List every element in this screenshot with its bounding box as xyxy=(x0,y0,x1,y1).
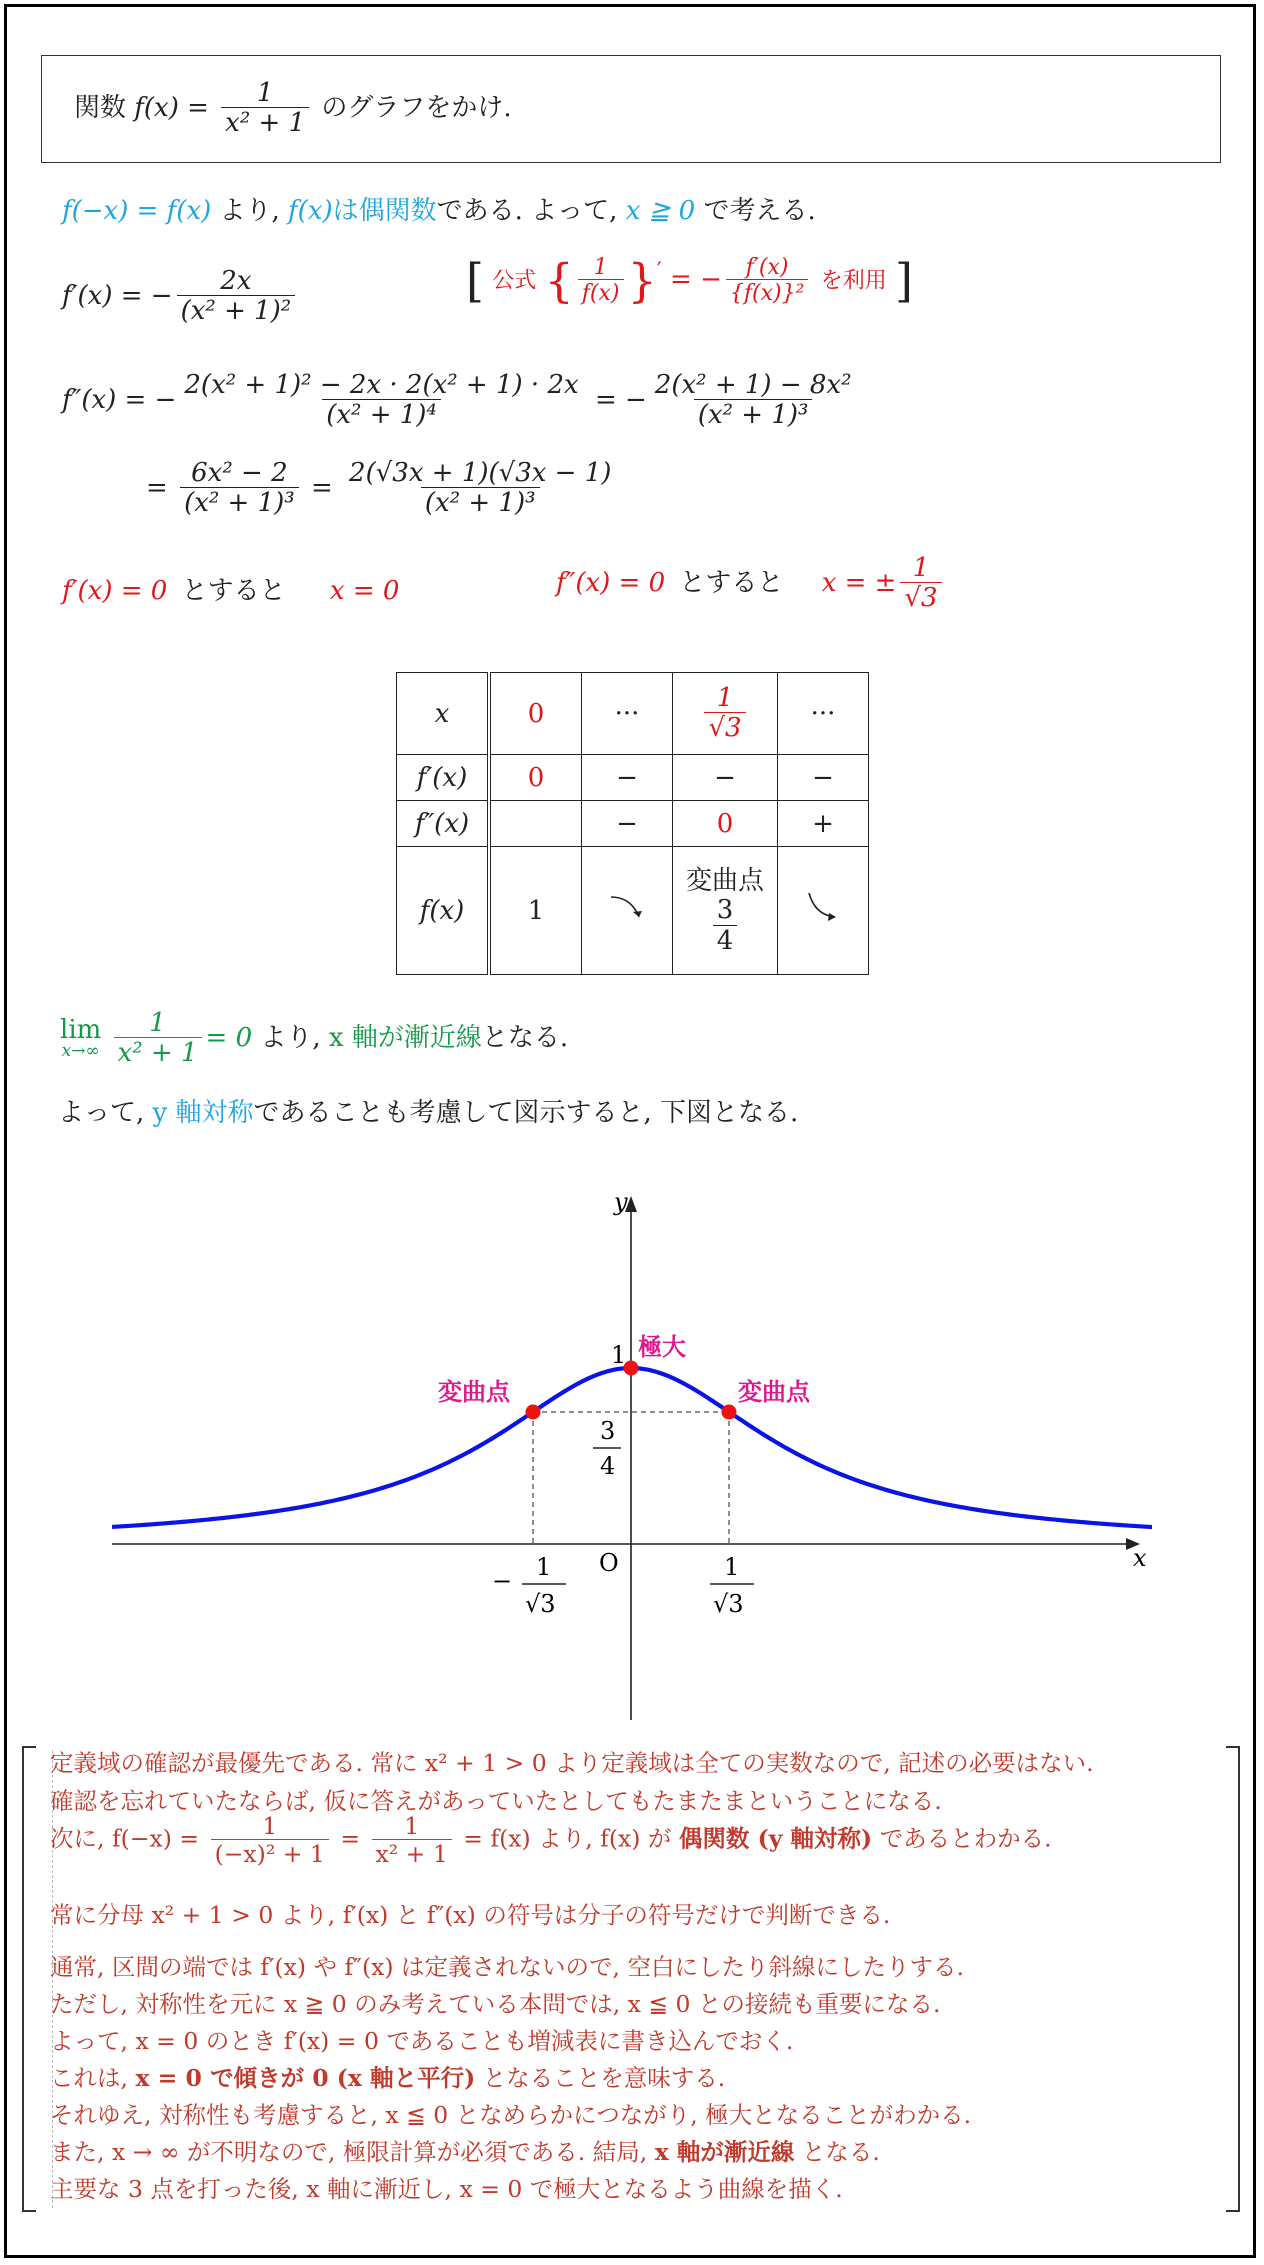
table-row-fprime-label: f′(x) xyxy=(397,755,490,801)
table-fsecond-0 xyxy=(489,801,582,847)
note-l8-a: これは, xyxy=(50,2064,128,2092)
table-row-f-label: f(x) xyxy=(397,847,490,975)
note-l8-b: となることを意味する. xyxy=(482,2064,726,2092)
note-l10-b: となる. xyxy=(801,2138,880,2166)
inflection-point-left xyxy=(526,1405,541,1420)
note-l3-n2: 1 xyxy=(404,1812,420,1840)
deriv2-d1: (x² + 1)⁴ xyxy=(322,399,441,429)
formula-rfraction xyxy=(726,256,809,305)
formula-tail: を利用 xyxy=(820,268,887,294)
table-frac-den: √3 xyxy=(704,712,745,742)
deriv1-den: (x² + 1)² xyxy=(177,295,296,325)
table-head-inflection-x xyxy=(673,673,778,755)
second-derivative-1 xyxy=(62,372,860,430)
table-fprime-3: − xyxy=(778,755,869,801)
limit-text-1: より, xyxy=(260,1022,321,1053)
problem-statement xyxy=(74,80,512,138)
note-line-7: よって, x = 0 のとき f′(x) = 0 であることも増減表に書き込んでおく. xyxy=(50,2027,794,2055)
fsecond-zero-result: x = ± xyxy=(821,567,897,598)
note-line-5: 通常, 区間の端では f′(x) や f″(x) は定義されないので, 空白にしたり斜線にしたりする. xyxy=(50,1953,964,1981)
function-graph xyxy=(0,1180,1264,1740)
second-derivative-2 xyxy=(146,460,619,518)
decreasing-convex-arrow-icon xyxy=(803,887,843,927)
deriv2-eq3: = xyxy=(146,472,168,503)
brace-open: { xyxy=(544,253,574,308)
table-inflect-num: 3 xyxy=(716,895,734,926)
table-row-fsecond-label: f″(x) xyxy=(397,801,490,847)
origin-label: O xyxy=(599,1549,619,1577)
note-line-3 xyxy=(50,1814,1052,1866)
inflection-point-right xyxy=(722,1405,737,1420)
table-inflect-den: 4 xyxy=(713,925,738,955)
table-fprime-2: − xyxy=(673,755,778,801)
deriv2-eq2: = − xyxy=(594,384,647,415)
table-fsecond-2: 0 xyxy=(673,801,778,847)
bracket-open: [ xyxy=(466,253,484,308)
x-neg-num: 1 xyxy=(536,1553,552,1581)
table-f-3 xyxy=(778,847,869,975)
limit-operator xyxy=(60,1017,101,1060)
table-head-dots-2: ··· xyxy=(778,673,869,755)
note-l3-d2: x² + 1 xyxy=(372,1839,452,1867)
x-pos-den: √3 xyxy=(713,1590,744,1618)
table-fprime-1: − xyxy=(582,755,673,801)
deriv2-d2: (x² + 1)³ xyxy=(694,399,813,429)
table-f-0: 1 xyxy=(489,847,582,975)
x-neg-sign: − xyxy=(492,1567,513,1595)
y-axis-label: y xyxy=(614,1188,628,1216)
deriv2-n2: 2(x² + 1) − 8x² xyxy=(654,370,852,400)
y-one-label: 1 xyxy=(611,1341,627,1369)
x-neg-den: √3 xyxy=(525,1590,556,1618)
even-fx: f(x) xyxy=(288,196,333,226)
formula-rnum: f′(x) xyxy=(745,255,789,280)
note-l3-c: であるとわかる. xyxy=(879,1824,1052,1853)
deriv2-eq4: = xyxy=(310,472,333,503)
fprime-zero: f′(x) = 0 xyxy=(62,576,168,606)
note-l10-bold: x 軸が漸近線 xyxy=(654,2138,795,2166)
y-threequarter-num: 3 xyxy=(600,1417,616,1445)
even-text-3: である. よって, xyxy=(436,196,618,226)
fsecond-zero-num: 1 xyxy=(912,553,930,583)
conclusion-symmetry: y 軸対称 xyxy=(152,1098,254,1128)
note-line-8 xyxy=(50,2059,725,2093)
note-line-2: 確認を忘れていたならば, 仮に答えがあっていたとしてもたまたまということになる. xyxy=(50,1787,942,1815)
limit-asymptote: x 軸が漸近線 xyxy=(328,1022,482,1053)
limit-line xyxy=(60,1010,568,1068)
table-frac-num: 1 xyxy=(716,682,734,713)
deriv2-n4: 2(√3x + 1)(√3x − 1) xyxy=(349,458,612,488)
zero-condition-1 xyxy=(62,570,399,607)
limit-sub: x→∞ xyxy=(61,1041,100,1062)
deriv2-frac4 xyxy=(345,460,615,518)
fprime-zero-result: x = 0 xyxy=(329,576,400,606)
deriv1-num: 2x xyxy=(220,266,252,296)
problem-box xyxy=(41,55,1221,163)
formula-eq: = − xyxy=(670,264,722,295)
limit-eq: = 0 xyxy=(205,1022,253,1053)
limit-lim: lim xyxy=(60,1015,102,1046)
formula-num: 1 xyxy=(593,255,608,280)
problem-num: 1 xyxy=(256,78,274,108)
deriv2-n3: 6x² − 2 xyxy=(191,458,288,488)
formula-den: f(x) xyxy=(578,279,624,305)
bracket-close: ] xyxy=(894,253,913,308)
note-l3-eq: = xyxy=(340,1824,361,1853)
even-text-1: より, xyxy=(219,196,280,226)
even-term: は偶関数 xyxy=(332,196,437,226)
note-l3-b: = f(x) より, f(x) が xyxy=(463,1824,672,1853)
formula-rden: {f(x)}² xyxy=(726,279,809,305)
note-l3-d1: (−x)² + 1 xyxy=(211,1839,329,1867)
problem-den: x² + 1 xyxy=(221,107,309,137)
table-head-zero: 0 xyxy=(489,673,582,755)
variation-table xyxy=(396,672,869,975)
note-bracket-left xyxy=(22,1746,36,2212)
fprime-zero-text: とすると xyxy=(181,576,286,606)
problem-suffix: のグラフをかけ. xyxy=(321,92,512,123)
note-l8-bold: x = 0 で傾きが 0 (x 軸と平行) xyxy=(135,2064,476,2092)
deriv2-n1: 2(x² + 1)² − 2x · 2(x² + 1) · 2x xyxy=(184,370,579,400)
note-line-11: 主要な 3 点を打った後, x 軸に漸近し, x = 0 で極大となるよう曲線を描く. xyxy=(50,2175,843,2203)
formula-fraction xyxy=(578,256,624,305)
conclusion-text-1: よって, xyxy=(58,1098,145,1128)
limit-text-3: となる. xyxy=(481,1022,569,1053)
table-fsecond-3: + xyxy=(778,801,869,847)
inflection-label-left: 変曲点 xyxy=(438,1378,510,1406)
note-line-9: それゆえ, 対称性も考慮すると, x ≦ 0 となめらかにつながり, 極大となることがわかる. xyxy=(50,2101,972,2129)
deriv1-lhs: f′(x) = − xyxy=(62,280,173,311)
fsecond-zero-text: とすると xyxy=(679,567,784,598)
curve xyxy=(112,1368,1152,1527)
note-line-4: 常に分母 x² + 1 > 0 より, f′(x) と f″(x) の符号は分子の符号だけで判断できる. xyxy=(50,1901,891,1929)
table-fsecond-1: − xyxy=(582,801,673,847)
fsecond-zero-den: √3 xyxy=(900,582,941,612)
note-l3-n1: 1 xyxy=(262,1812,278,1840)
deriv2-d4: (x² + 1)³ xyxy=(421,487,540,517)
x-pos-num: 1 xyxy=(724,1553,740,1581)
deriv2-lhs: f″(x) = − xyxy=(62,384,177,415)
note-l3-bold: 偶関数 (y 軸対称) xyxy=(678,1824,873,1853)
problem-prefix: 関数 xyxy=(74,92,127,123)
zero-condition-2 xyxy=(556,555,946,613)
problem-function: f(x) = xyxy=(134,92,209,123)
deriv2-frac3 xyxy=(180,460,299,518)
maximum-label: 極大 xyxy=(638,1333,686,1361)
even-text-4: で考える. xyxy=(703,196,816,226)
table-f-2 xyxy=(673,847,778,975)
note-l3-a: 次に, f(−x) = xyxy=(50,1824,200,1853)
y-threequarter-den: 4 xyxy=(600,1452,616,1480)
first-derivative xyxy=(62,268,299,326)
table-head-dots-1: ··· xyxy=(582,673,673,755)
limit-num: 1 xyxy=(149,1008,166,1038)
limit-den: x² + 1 xyxy=(114,1037,202,1067)
problem-fraction xyxy=(221,80,309,138)
deriv1-fraction xyxy=(177,268,296,326)
table-f-1 xyxy=(582,847,673,975)
note-line-10 xyxy=(50,2133,880,2167)
formula-label: 公式 xyxy=(492,268,537,294)
even-equation: f(−x) = f(x) xyxy=(62,196,212,226)
deriv2-frac1 xyxy=(180,372,582,430)
brace-close: } xyxy=(627,253,657,308)
table-head-x: x xyxy=(397,673,490,755)
even-condition: x ≧ 0 xyxy=(625,196,696,226)
note-l10-a: また, x → ∞ が不明なので, 極限計算が必須である. 結局, xyxy=(50,2138,648,2166)
x-axis-label: x xyxy=(1133,1544,1147,1572)
note-bracket-right xyxy=(1226,1746,1240,2212)
derivative-formula: [ 公式 { $\frac{1}{f(x)}$ }′ = − $\frac{f'(x)}{\text{\{f(x)\}²}}$ を利用 ] xyxy=(466,253,913,308)
note-line-6: ただし, 対称性を元に x ≧ 0 のみ考えている本問では, x ≦ 0 との接続も重要になる. xyxy=(50,1990,941,2018)
table-inflection-label: 変曲点 xyxy=(685,866,764,897)
fsecond-zero-frac xyxy=(900,555,941,613)
deriv2-frac2 xyxy=(651,372,856,430)
deriv2-d3: (x² + 1)³ xyxy=(180,487,299,517)
note-line-1: 定義域の確認が最優先である. 常に x² + 1 > 0 より定義域は全ての実数なので, 記述の必要はない. xyxy=(50,1749,1094,1777)
even-line xyxy=(62,190,816,227)
decreasing-concave-arrow-icon xyxy=(607,887,647,927)
conclusion-text-3: であることも考慮して図示すると, 下図となる. xyxy=(253,1098,799,1128)
fsecond-zero: f″(x) = 0 xyxy=(556,567,666,598)
conclusion-line xyxy=(58,1092,798,1129)
limit-fraction xyxy=(114,1010,202,1068)
inflection-label-right: 変曲点 xyxy=(738,1378,810,1406)
table-fprime-0: 0 xyxy=(489,755,582,801)
